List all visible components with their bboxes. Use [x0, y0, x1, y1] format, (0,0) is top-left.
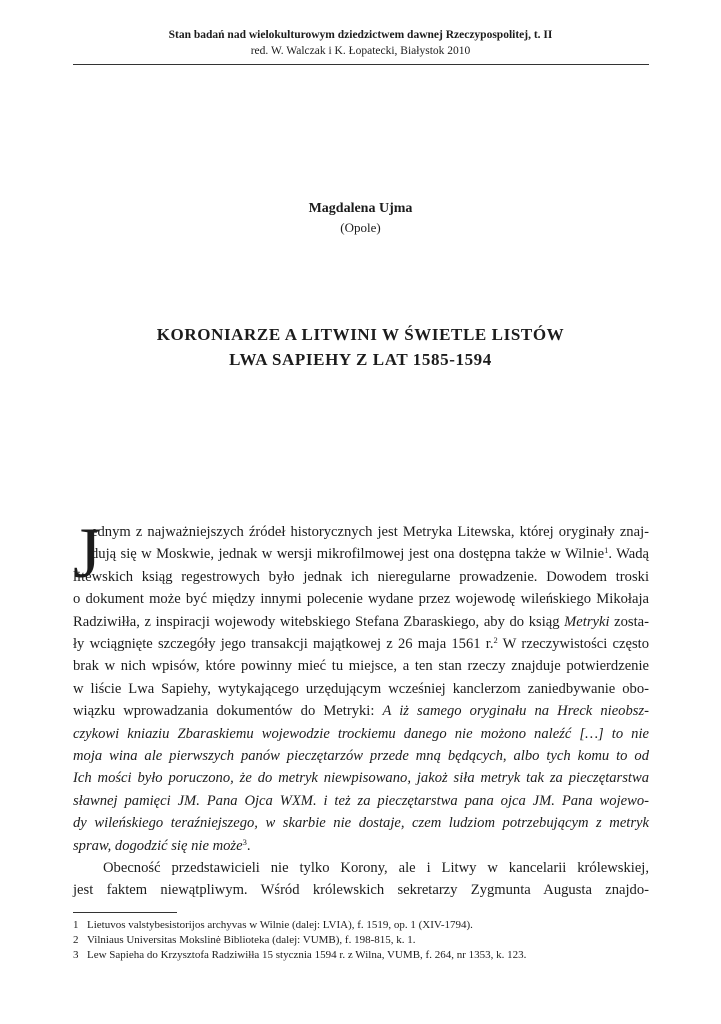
text-line: jest faktem niewątpliwym. Wśród królewskich sekretarzy Zygmunta Augusta znajdo- — [73, 882, 649, 899]
quote-line: sławnej pamięci JM. Pana Ojca WXM. i też za pieczętarstwa pana ojca JM. Pana wojewo- — [73, 792, 649, 809]
text-line: ły wciągnięte szczegóły jego transakcji majątkowej z 26 maja 1561 r.$^2$ W rzeczywistości często — [73, 635, 649, 653]
footnote-ref[interactable]: 3 — [242, 836, 247, 847]
footnote: 2 Vilniaus Universitas Mokslinė Biblioteka (dalej: VUMB), f. 198-815, k. 1. — [73, 934, 416, 947]
title-line-2: LWA SAPIEHY Z LAT 1585-1594 — [229, 350, 492, 369]
text-line: Obecność przedstawicieli nie tylko Korony, ale i Litwy w kancelarii królewskiej, — [103, 860, 649, 876]
text-line: ednym z najważniejszych źródeł historycznych jest Metryka Litewska, której oryginały znaj- — [91, 524, 649, 540]
drop-cap: J — [73, 513, 102, 593]
header-rule — [73, 64, 649, 65]
paragraph-2 — [73, 857, 649, 902]
text-line: spraw, dogodzić się nie może$^3$. — [73, 836, 251, 854]
text-line: o dokument może być między innymi polecenie wydane przez wojewodę wileńskiego Mikołaja — [73, 591, 649, 608]
quote-line: czykowi kniaziu Zbaraskiemu wojewodzie trockiemu danego nie możono naleźć […] to nie — [73, 725, 649, 742]
article-title — [0, 322, 721, 372]
text-line: brak w nich wpisów, które powinny mieć tu miejsce, a ten stan rzeczy znajduje potwierdzenie — [73, 658, 649, 675]
footnotes — [73, 918, 653, 964]
text-line: w liście Lwa Sapiehy, wytykającego urzędującym wcześniej kanclerzom zaniedbywanie obo- — [73, 680, 649, 697]
series-title: Stan badań nad wielokulturowym dziedzictwem dawnej Rzeczypospolitej, t. II — [168, 29, 553, 41]
text-line: wiązku wprowadzania dokumentów do Metryki: A iż samego oryginału na Hreck nieobsz- — [73, 703, 649, 720]
editors-line: red. W. Walczak i K. Łopatecki, Białystok 2010 — [250, 45, 471, 57]
footnote: 1 Lietuvos valstybesistorijos archyvas w Wilnie (dalej: LVIA), f. 1519, op. 1 (XIV-1794). — [73, 919, 473, 931]
text-line: litewskich ksiąg regestrowych było jednak ich nieregularne prowadzenie. Dowodem troski — [73, 568, 649, 585]
text-line: Radziwiłła, z inspiracji wojewody witebskiego Stefana Zbaraskiego, aby do ksiąg Metryki zosta- — [73, 613, 649, 630]
author-affiliation: (Opole) — [340, 220, 381, 235]
footnote-ref[interactable]: 1 — [604, 545, 609, 556]
quote-line: Ich mości było poruczono, że do metryk niewpisowano, jakoż siła metryk tak za pieczętarstwa — [73, 770, 649, 787]
paragraph-1 — [73, 521, 649, 857]
footnote-rule — [73, 912, 177, 913]
title-line-1: KORONIARZE A LITWINI W ŚWIETLE LISTÓW — [156, 325, 565, 344]
author-name: Magdalena Ujma — [308, 201, 413, 216]
text-line: dują się w Moskwie, jednak w wersji mikrofilmowej jest ona dostępna także w Wilnie$^1$. Wadą — [91, 545, 650, 563]
quote-line: moja wina ale pierwszych panów pieczętarzów przede mną będących, albo tych komu to od — [73, 748, 649, 765]
running-header — [0, 28, 721, 58]
footnote: 3 Lew Sapieha do Krzysztofa Radziwiłła 15 stycznia 1594 r. z Wilna, VUMB, f. 264, nr 1353, k. 123. — [73, 949, 527, 962]
quote-line: dy wileńskiego teraźniejszego, w skarbie nie dostaje, czem ludziom potrzebującym z metryk — [73, 815, 649, 832]
footnote-ref[interactable]: 2 — [493, 635, 498, 646]
